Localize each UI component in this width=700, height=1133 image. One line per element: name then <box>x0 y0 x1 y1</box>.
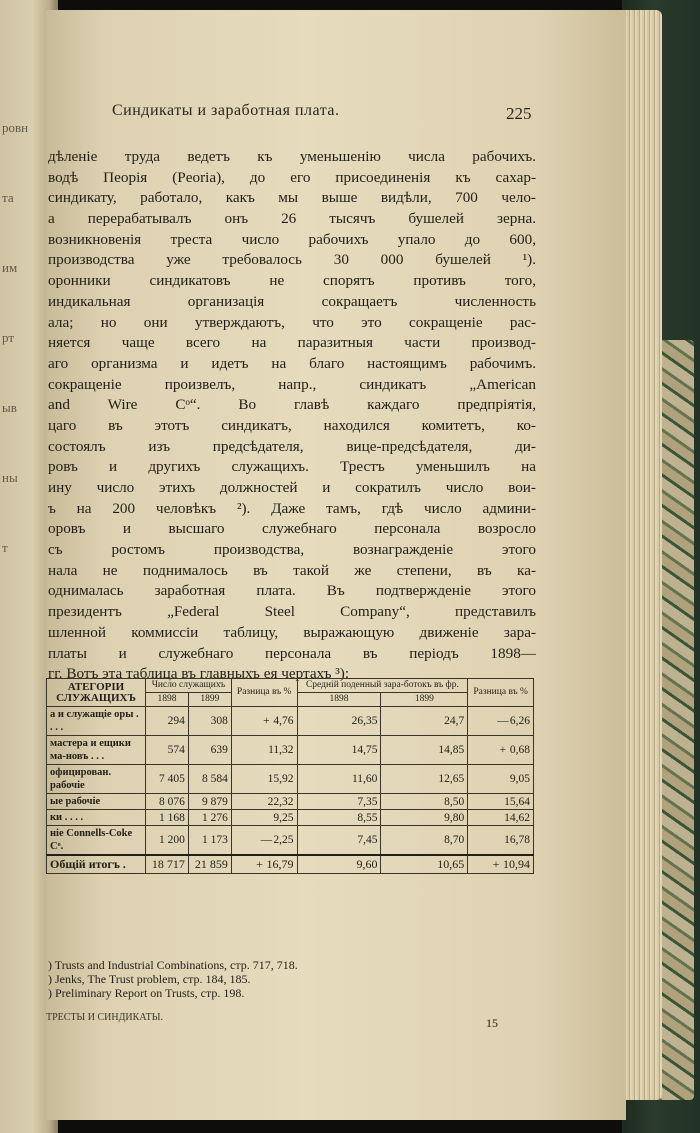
left-page-ghost-text: та <box>2 190 14 205</box>
table-row <box>47 855 534 874</box>
table-value: 10,94 <box>503 857 530 871</box>
footnotes <box>46 958 536 1000</box>
text-line: гг. Вотъ эта таблица въ главныхъ ея чертахъ ³): <box>48 665 350 683</box>
table-value: 22,32 <box>267 795 294 808</box>
left-page-ghost-text: ны <box>2 470 18 485</box>
col-wage-header: Средній поденный зара-ботокъ въ фр. <box>297 679 468 693</box>
left-page-ghost-text: рт <box>2 330 15 345</box>
table-cell-cat: официрован. рабочіе <box>47 765 146 794</box>
table-cell-c: 9,60 <box>297 855 381 874</box>
table-value: 4,76 <box>273 715 294 727</box>
table-cell-b: 308 <box>188 707 231 736</box>
text-line: а перерабатывалъ онъ 26 тысячъ бушелей зерна. <box>48 210 536 228</box>
footnote: ) Preliminary Report on Trusts, стр. 198. <box>48 986 245 1000</box>
table-cell-e: 9,80 <box>381 810 468 826</box>
text-line: состоялъ изъ предсѣдателя, вице-предсѣдателя, ди- <box>48 437 536 455</box>
text-line: сокращеніе произвелъ, напр., синдикатъ „American <box>48 375 536 393</box>
year-header: 1899 <box>381 693 468 707</box>
text-line: оронники синдикатовъ не спорятъ противъ того, <box>48 272 536 290</box>
table-value: 14,62 <box>504 811 530 824</box>
table-cell-a: 294 <box>146 707 189 736</box>
running-title: Синдикаты и заработная плата. <box>112 102 340 119</box>
table-cell-cat: ки . . . . <box>47 810 146 826</box>
table-cell-cat: мастера и ещики ма-новъ . . . <box>47 736 146 765</box>
table-cell-d1 <box>231 826 297 856</box>
table-cell-a: 574 <box>146 736 189 765</box>
sign-symbol: + <box>499 744 507 756</box>
table-value: 9,05 <box>509 773 530 785</box>
page-number: 225 <box>506 104 532 123</box>
wage-table <box>46 678 534 874</box>
table-cell-a: 7 405 <box>146 765 189 794</box>
col-diff-wage-header: Разница въ % <box>468 679 534 707</box>
table-value: 15,64 <box>504 795 530 808</box>
table-row <box>47 810 534 826</box>
sheet-mark: 15 <box>486 1016 498 1030</box>
table-cell-c: 11,60 <box>297 765 381 794</box>
table-cell-c: 26,35 <box>297 707 381 736</box>
text-line: синдикату, работало, какъ мы выше видѣли, 700 чело- <box>48 189 536 207</box>
table-cell-e: 14,85 <box>381 736 468 765</box>
table-cell-c: 7,35 <box>297 794 381 810</box>
table-cell-a: 1 200 <box>146 826 189 856</box>
text-line: шленной коммиссіи таблицу, выражающую движеніе зара- <box>48 623 536 641</box>
table-cell-a: 1 168 <box>146 810 189 826</box>
table-cell-d2 <box>468 810 534 826</box>
table-cell-d2 <box>468 794 534 810</box>
text-line: съ ростомъ производства, вознагражденіе этого <box>48 541 536 559</box>
table-cell-cat: ніе Connells-Coke Cᵒ. <box>47 826 146 856</box>
table-cell-d1 <box>231 765 297 794</box>
footnote: ) Jenks, The Trust problem, стр. 184, 185. <box>48 972 251 986</box>
table-cell-e: 24,7 <box>381 707 468 736</box>
table-cell-d1 <box>231 855 297 874</box>
table-cell-a: 18 717 <box>146 855 189 874</box>
table-cell-cat: ые рабочіе <box>47 794 146 810</box>
table-cell-d1 <box>231 736 297 765</box>
table-cell-d2 <box>468 855 534 874</box>
body-text <box>46 147 536 685</box>
year-header: 1899 <box>188 693 231 707</box>
table-cell-cat: Общій итогъ . <box>47 855 146 874</box>
text-line: ала; но они утверждаютъ, что это сокращеніе рас- <box>48 313 536 331</box>
text-line: платы и служебнаго персонала въ періодъ 1898— <box>48 644 536 662</box>
year-header: 1898 <box>146 693 189 707</box>
table-cell-b: 639 <box>188 736 231 765</box>
left-page-ghost-text: ровн <box>2 120 29 135</box>
sign-symbol: + <box>492 857 500 871</box>
left-page-ghost-text: ыв <box>2 400 17 415</box>
text-line: президентъ „Federal Steel Company“, представилъ <box>48 603 536 621</box>
table-cell-e: 8,70 <box>381 826 468 856</box>
text-line: водѣ Пеорія (Peoria), до его присоединенія къ сахар- <box>48 168 536 186</box>
text-line: ъ на 200 человѣкъ ²). Даже тамъ, гдѣ число админи- <box>48 499 536 517</box>
col-diff-count-header: Разница въ % <box>231 679 297 707</box>
left-page-ghost-text: т <box>2 540 8 555</box>
text-line: ровъ и другихъ служащихъ. Трестъ уменьшилъ на <box>48 458 536 476</box>
footnote: ) Trusts and Industrial Combinations, стр. 717, 718. <box>48 958 298 972</box>
table-cell-cat: а и служащіе оры . . . . <box>47 707 146 736</box>
left-page-ghost-text: им <box>2 260 18 275</box>
table-cell-e: 12,65 <box>381 765 468 794</box>
table-cell-d2 <box>468 736 534 765</box>
text-line: однималась заработная плата. Въ подтвержденіе этого <box>48 582 536 600</box>
text-line: возникновенія треста число рабочихъ упало до 600, <box>48 230 536 248</box>
table-cell-e: 8,50 <box>381 794 468 810</box>
sign-symbol: + <box>256 857 263 871</box>
text-line: аго организма и идетъ на благо настоящимъ рабочимъ. <box>48 354 536 372</box>
table-value: 11,32 <box>268 744 294 756</box>
sign-symbol: + <box>263 715 270 727</box>
table-cell-d2 <box>468 826 534 856</box>
table-cell-b: 9 879 <box>188 794 231 810</box>
table-cell-a: 8 076 <box>146 794 189 810</box>
table-cell-d1 <box>231 794 297 810</box>
table-cell-c: 14,75 <box>297 736 381 765</box>
table-value: 9,25 <box>273 811 294 824</box>
table-cell-d1 <box>231 810 297 826</box>
text-line: няется чаще всего на паразитныя части производ- <box>48 334 536 352</box>
text-line: оровъ и высшаго служебнаго персонала возросло <box>48 520 536 538</box>
col-count-header: Число служащихъ <box>146 679 232 693</box>
table-cell-d2 <box>468 707 534 736</box>
table-cell-b: 1 276 <box>188 810 231 826</box>
table-row <box>47 765 534 794</box>
col-category-header: АТЕГОРІИ СЛУЖАЩИХЪ <box>47 679 146 707</box>
table-cell-c: 7,45 <box>297 826 381 856</box>
book-page <box>46 10 626 1120</box>
table-value: 6,26 <box>509 715 530 727</box>
table-cell-b: 21 859 <box>188 855 231 874</box>
table-cell-e: 10,65 <box>381 855 468 874</box>
text-line: and Wire Cᵒ“. Во главѣ каждаго предпріятія, <box>48 396 536 414</box>
sign-symbol: — <box>260 834 273 846</box>
table-value: 16,79 <box>266 857 294 871</box>
text-line: ину число этихъ должностей и сократилъ число вои- <box>48 479 536 496</box>
text-line: нала не поднималось въ такой же степени, въ ка- <box>48 561 536 579</box>
table-cell-b: 1 173 <box>188 826 231 856</box>
table-cell-b: 8 584 <box>188 765 231 794</box>
text-line: индикальная организація сокращаетъ численность <box>48 292 536 310</box>
table-value: 16,78 <box>504 834 530 846</box>
table-value: 15,92 <box>267 773 294 785</box>
table-value: 2,25 <box>273 834 294 846</box>
table-cell-d2 <box>468 765 534 794</box>
table-cell-c: 8,55 <box>297 810 381 826</box>
text-line: дѣленіе труда ведетъ къ уменьшенію числа рабочихъ. <box>48 148 536 165</box>
sign-symbol: — <box>497 715 509 727</box>
text-line: производства уже требовалось 30 000 бушелей ¹). <box>48 251 536 269</box>
table-value: 0,68 <box>509 744 530 756</box>
year-header: 1898 <box>297 693 381 707</box>
text-line: цаго въ этотъ синдикатъ, находился комитетъ, ко- <box>48 416 536 434</box>
signature-note: ТРЕСТЫ И СИНДИКАТЫ. <box>46 1012 163 1023</box>
table-row <box>47 707 534 736</box>
table-cell-d1 <box>231 707 297 736</box>
table-row <box>47 736 534 765</box>
table-row <box>47 826 534 856</box>
table-row <box>47 794 534 810</box>
